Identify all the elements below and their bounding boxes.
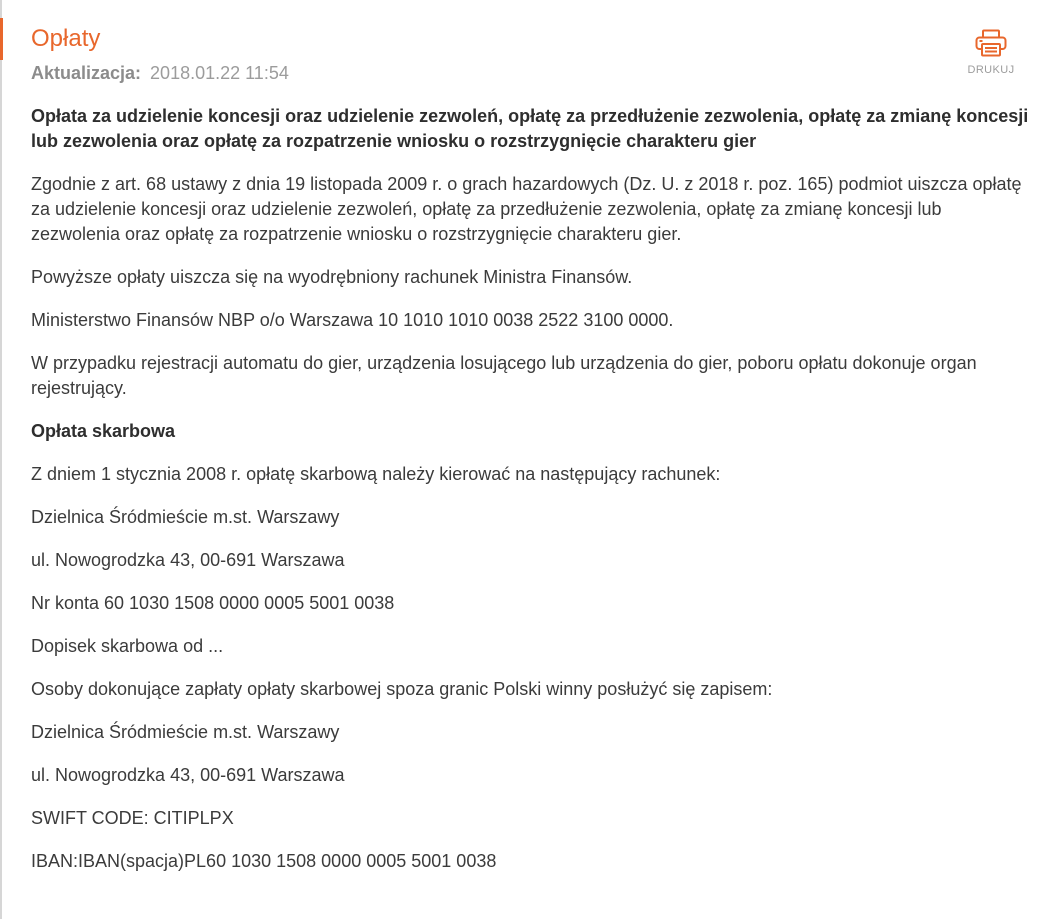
content-paragraph: Dzielnica Śródmieście m.st. Warszawy	[31, 507, 340, 527]
content-paragraph: Nr konta 60 1030 1508 0000 0005 5001 0038	[31, 593, 395, 613]
update-label: Aktualizacja:	[31, 63, 142, 83]
article	[31, 0, 1032, 892]
content-paragraph: SWIFT CODE: CITIPLPX	[31, 808, 234, 828]
update-info	[31, 61, 1032, 86]
content-paragraph: Ministerstwo Finansów NBP o/o Warszawa 10 1010 1010 0038 2522 3100 0000.	[31, 310, 674, 330]
content-paragraph: ul. Nowogrodzka 43, 00-691 Warszawa	[31, 550, 345, 570]
page-title: Opłaty	[31, 25, 101, 52]
content-paragraph: Powyższe opłaty uiszcza się na wyodrębniony rachunek Ministra Finansów.	[31, 267, 633, 287]
content-paragraph: Osoby dokonujące zapłaty opłaty skarbowej spoza granic Polski winny posłużyć się zapisem:	[31, 679, 773, 699]
content-paragraph: Zgodnie z art. 68 ustawy z dnia 19 listopada 2009 r. o grach hazardowych (Dz. U. z 2018 r. poz. 165) podmiot uiszcza opłatę za udzielenie koncesji oraz udzielenie zezwoleń, opłatę za przedłużenie zezwolenia, opłatę za zmianę koncesji lub zezwolenia oraz opłatę za rozpatrzenie wniosku o rozstrzygnięcie charakteru gier.	[31, 174, 1022, 244]
print-button[interactable]	[966, 29, 1016, 76]
content-paragraph: ul. Nowogrodzka 43, 00-691 Warszawa	[31, 765, 345, 785]
content-paragraph: Z dniem 1 stycznia 2008 r. opłatę skarbową należy kierować na następujący rachunek:	[31, 464, 721, 484]
printer-icon[interactable]	[975, 29, 1007, 57]
content-heading: Opłata za udzielenie koncesji oraz udzielenie zezwoleń, opłatę za przedłużenie zezwolenia, opłatę za zmianę koncesji lub zezwolenia oraz opłatę za rozpatrzenie wniosku o rozstrzygnięcie charakteru gier	[31, 106, 1029, 151]
content-paragraph: Dopisek skarbowa od ...	[31, 636, 224, 656]
left-border	[0, 0, 2, 919]
left-accent-bar	[0, 18, 3, 60]
content-paragraph: Dzielnica Śródmieście m.st. Warszawy	[31, 722, 340, 742]
article-content	[31, 104, 1032, 874]
content-paragraph: IBAN:IBAN(spacja)PL60 1030 1508 0000 0005 5001 0038	[31, 851, 497, 871]
update-timestamp: 2018.01.22 11:54	[150, 63, 289, 83]
content-paragraph: W przypadku rejestracji automatu do gier, urządzenia losującego lub urządzenia do gier, poboru opłatu dokonuje organ rejestrujący.	[31, 353, 977, 398]
print-label[interactable]: DRUKUJ	[967, 64, 1015, 76]
content-heading: Opłata skarbowa	[31, 421, 176, 441]
